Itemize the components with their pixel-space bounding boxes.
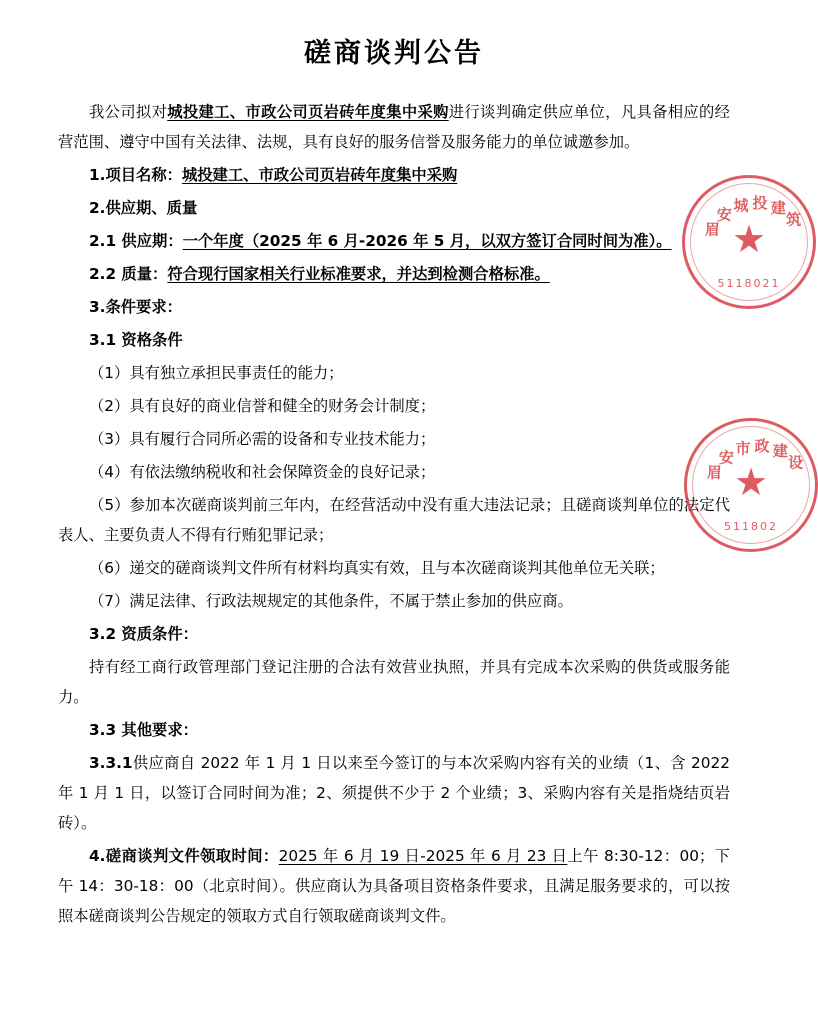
item-2-2-quality [58, 259, 730, 289]
intro-tail: 进行谈判确定供应单位，凡具备相应的经营范围、遵守中国有关法律、法规，具有良好的服务信誉及服务能力的单位诚邀参加。 [58, 103, 730, 152]
seal-char: 眉 [704, 220, 720, 239]
item-2-1-supply-period [58, 226, 730, 256]
item-3-3-other-label: 3.3 其他要求： [89, 721, 198, 740]
intro-lead: 我公司拟对 [89, 103, 168, 122]
item-4-document-pickup [58, 841, 730, 931]
item-4-tail: 供应商认为具备项目资格条件要求，且满足服务要求的，可以按照本磋商谈判公告规定的领取方式自行领取磋商谈判文件。 [58, 877, 730, 926]
page-title: 磋商谈判公告 [304, 38, 484, 69]
condition-item-1: （1）具有独立承担民事责任的能力； [89, 364, 344, 383]
seal-star-icon: ★ [733, 460, 769, 505]
item-2-2-value: 符合现行国家相关行业标准要求，并达到检测合格标准。 [167, 265, 550, 284]
condition-item-3: （3）具有履行合同所必需的设备和专业技术能力； [89, 430, 436, 449]
seal-char: 眉 [706, 463, 722, 482]
seal-char: 市 [735, 439, 751, 458]
item-3-3-1-label: 3.3.1 [89, 754, 133, 773]
item-4-time: 上午 8:30-12：00；下午 14：30-18：00（北京时间）。 [58, 847, 730, 896]
seal-char: 投 [752, 194, 768, 213]
item-3-1-qualification: 3.1 资格条件 [89, 331, 183, 350]
item-1-label: 1.项目名称： [89, 166, 182, 185]
item-2-supply-quality: 2.供应期、质量 [89, 199, 198, 218]
intro-paragraph [58, 97, 730, 157]
seal-char: 安 [716, 205, 732, 224]
condition-item-2: （2）具有良好的商业信誉和健全的财务会计制度； [89, 397, 436, 416]
seal-char: 设 [788, 453, 804, 472]
intro-subject: 城投建工、市政公司页岩砖年度集中采购 [167, 103, 449, 122]
item-1-project-name [58, 160, 730, 190]
seal-code: 5118021 [717, 277, 781, 290]
condition-item-5: （5）参加本次磋商谈判前三年内，在经营活动中没有重大违法记录；且磋商谈判单位的法定代表人、主要负责人不得有行贿犯罪记录； [58, 496, 730, 545]
item-4-label: 4.磋商谈判文件领取时间： [89, 847, 279, 866]
condition-item-6: （6）递交的磋商谈判文件所有材料均真实有效，且与本次磋商谈判其他单位无关联； [89, 559, 665, 578]
seal-char: 政 [754, 437, 770, 456]
item-3-3-1 [58, 748, 730, 838]
seal-char: 筑 [786, 210, 802, 229]
item-2-1-value: 一个年度（2025 年 6 月-2026 年 5 月，以双方签订合同时间为准）。 [182, 232, 672, 251]
item-3-2-text: 持有经工商行政管理部门登记注册的合法有效营业执照，并具有完成本次采购的供货或服务能力。 [58, 658, 730, 707]
item-3-2-qualification-label: 3.2 资质条件： [89, 625, 198, 644]
condition-item-7: （7）满足法律、行政法规规定的其他条件，不属于禁止参加的供应商。 [89, 592, 573, 611]
item-1-value: 城投建工、市政公司页岩砖年度集中采购 [181, 166, 458, 185]
item-4-date-end: -2025 年 6 月 23 日 [420, 847, 568, 866]
item-3-3-1-text: 供应商自 2022 年 1 月 1 日以来至今签订的与本次采购内容有关的业绩（1、含 2022 年 1 月 1 日，以签订合同时间为准；2、须提供不少于 2 个业绩；3、采购内容有关是指烧结页岩砖）。 [58, 754, 730, 833]
item-2-1-label: 2.1 供应期： [89, 232, 183, 251]
seal-char: 安 [718, 448, 734, 467]
seal-char: 城 [733, 196, 749, 215]
item-3-conditions: 3.条件要求： [89, 298, 182, 317]
item-4-date-start: 2025 年 6 月 19 日 [278, 847, 421, 866]
seal-char: 建 [770, 199, 786, 218]
seal-star-icon: ★ [731, 217, 767, 262]
condition-item-4: （4）有依法缴纳税收和社会保障资金的良好记录； [89, 463, 436, 482]
seal-code: 511802 [724, 520, 778, 533]
item-2-2-label: 2.2 质量： [89, 265, 168, 284]
seal-char: 建 [772, 442, 788, 461]
